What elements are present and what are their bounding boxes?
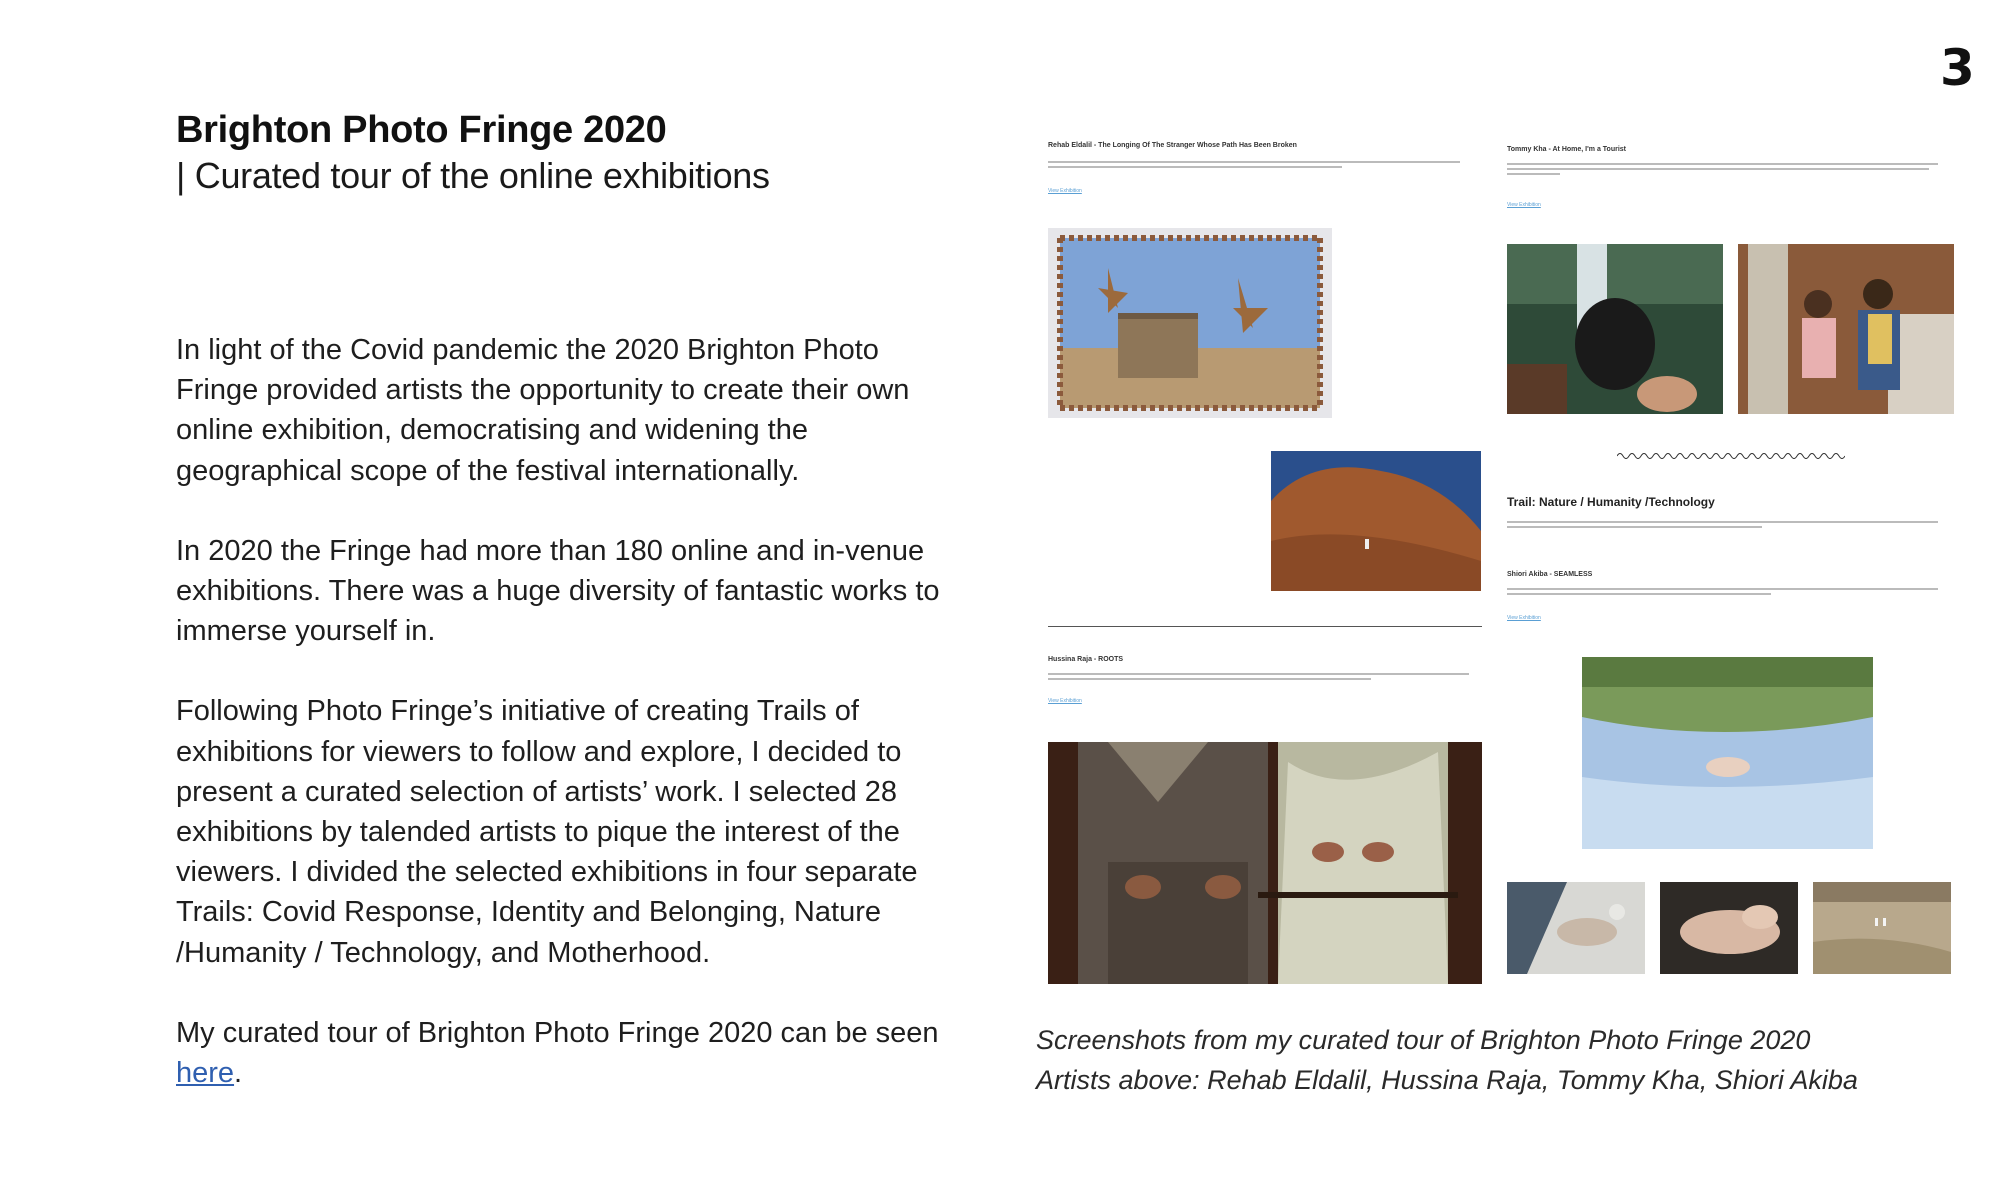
trail-description-lines — [1507, 518, 1947, 538]
caption-line-2: Artists above: Rehab Eldalil, Hussina Raja, Tommy Kha, Shiori Akiba — [1036, 1065, 1858, 1095]
paragraph-tour-link — [176, 1013, 956, 1093]
paragraph-trails: Following Photo Fringe’s initiative of creating Trails of exhibitions for viewers to follow and explore, I decided to present a curated selection of artists’ work. I selected 28 exhibitions by talended artists to pique the interest of the viewers. I divided the selected exhibitions in four separate Trails: Covid Response, Identity and Belonging, Nature /Humanity / Technology, and Motherhood. — [176, 695, 918, 969]
rehab-photo — [1048, 228, 1332, 418]
tommy-photo-1-image — [1507, 244, 1723, 414]
tommy-description-lines — [1507, 160, 1947, 190]
tommy-photo-1 — [1507, 244, 1723, 414]
page-subtitle: | Curated tour of the online exhibitions — [176, 155, 770, 196]
rehab-exhibition-title: Rehab Eldalil - The Longing Of The Stranger Whose Path Has Been Broken — [1048, 142, 1297, 149]
page-title: Brighton Photo Fringe 2020 — [176, 109, 667, 151]
caption-line-1: Screenshots from my curated tour of Brighton Photo Fringe 2020 — [1036, 1025, 1811, 1055]
shiori-photo-small-2 — [1660, 882, 1798, 974]
here-link[interactable]: here — [176, 1057, 235, 1090]
page-number: 3 — [1940, 39, 1975, 97]
rehab-description-lines — [1048, 158, 1468, 180]
tommy-photo-2 — [1738, 244, 1954, 414]
tommy-photo-2-image — [1738, 244, 1954, 414]
hussina-photo-image — [1048, 742, 1482, 984]
desert-rock-photo — [1271, 451, 1481, 591]
tour-text-end: . — [234, 1057, 243, 1090]
shiori-photo-small-1 — [1507, 882, 1645, 974]
tommy-view-exhibition-link[interactable]: View Exhibition — [1507, 202, 1541, 208]
rehab-view-exhibition-link[interactable]: View Exhibition — [1048, 188, 1082, 194]
body-text — [176, 330, 956, 1133]
shiori-view-exhibition-link[interactable]: View Exhibition — [1507, 615, 1541, 621]
shiori-photo-small-1-image — [1507, 882, 1645, 974]
shiori-exhibition-title: Shiori Akiba - SEAMLESS — [1507, 571, 1593, 578]
trail-heading: Trail: Nature / Humanity /Technology — [1507, 495, 1715, 509]
rehab-photo-image — [1048, 228, 1332, 418]
shiori-photo-small-3-image — [1813, 882, 1951, 974]
desert-rock-image — [1271, 451, 1481, 591]
shiori-description-lines — [1507, 585, 1947, 605]
hussina-photo — [1048, 742, 1482, 984]
hussina-description-lines — [1048, 670, 1478, 692]
hussina-exhibition-title: Hussina Raja - ROOTS — [1048, 656, 1124, 663]
shiori-photo-small-2-image — [1660, 882, 1798, 974]
shiori-photo-main-image — [1582, 657, 1873, 849]
collage-caption — [1036, 1020, 1858, 1100]
divider-rule — [1048, 626, 1482, 627]
shiori-photo-main — [1582, 657, 1873, 849]
shiori-photo-small-3 — [1813, 882, 1951, 974]
paragraph-exhibitions: In 2020 the Fringe had more than 180 online and in-venue exhibitions. There was a huge diversity of fantastic works to immerse yourself in. — [176, 534, 940, 648]
hussina-view-exhibition-link[interactable]: View Exhibition — [1048, 698, 1082, 704]
tommy-exhibition-title: Tommy Kha - At Home, I'm a Tourist — [1507, 146, 1626, 153]
paragraph-covid: In light of the Covid pandemic the 2020 Brighton Photo Fringe provided artists the opportunity to create their own online exhibition, democratising and widening the geographical scope of the festival internationally. — [176, 334, 910, 487]
wavy-divider — [1617, 451, 1845, 461]
tour-text: My curated tour of Brighton Photo Fringe 2020 can be seen — [176, 1016, 939, 1049]
